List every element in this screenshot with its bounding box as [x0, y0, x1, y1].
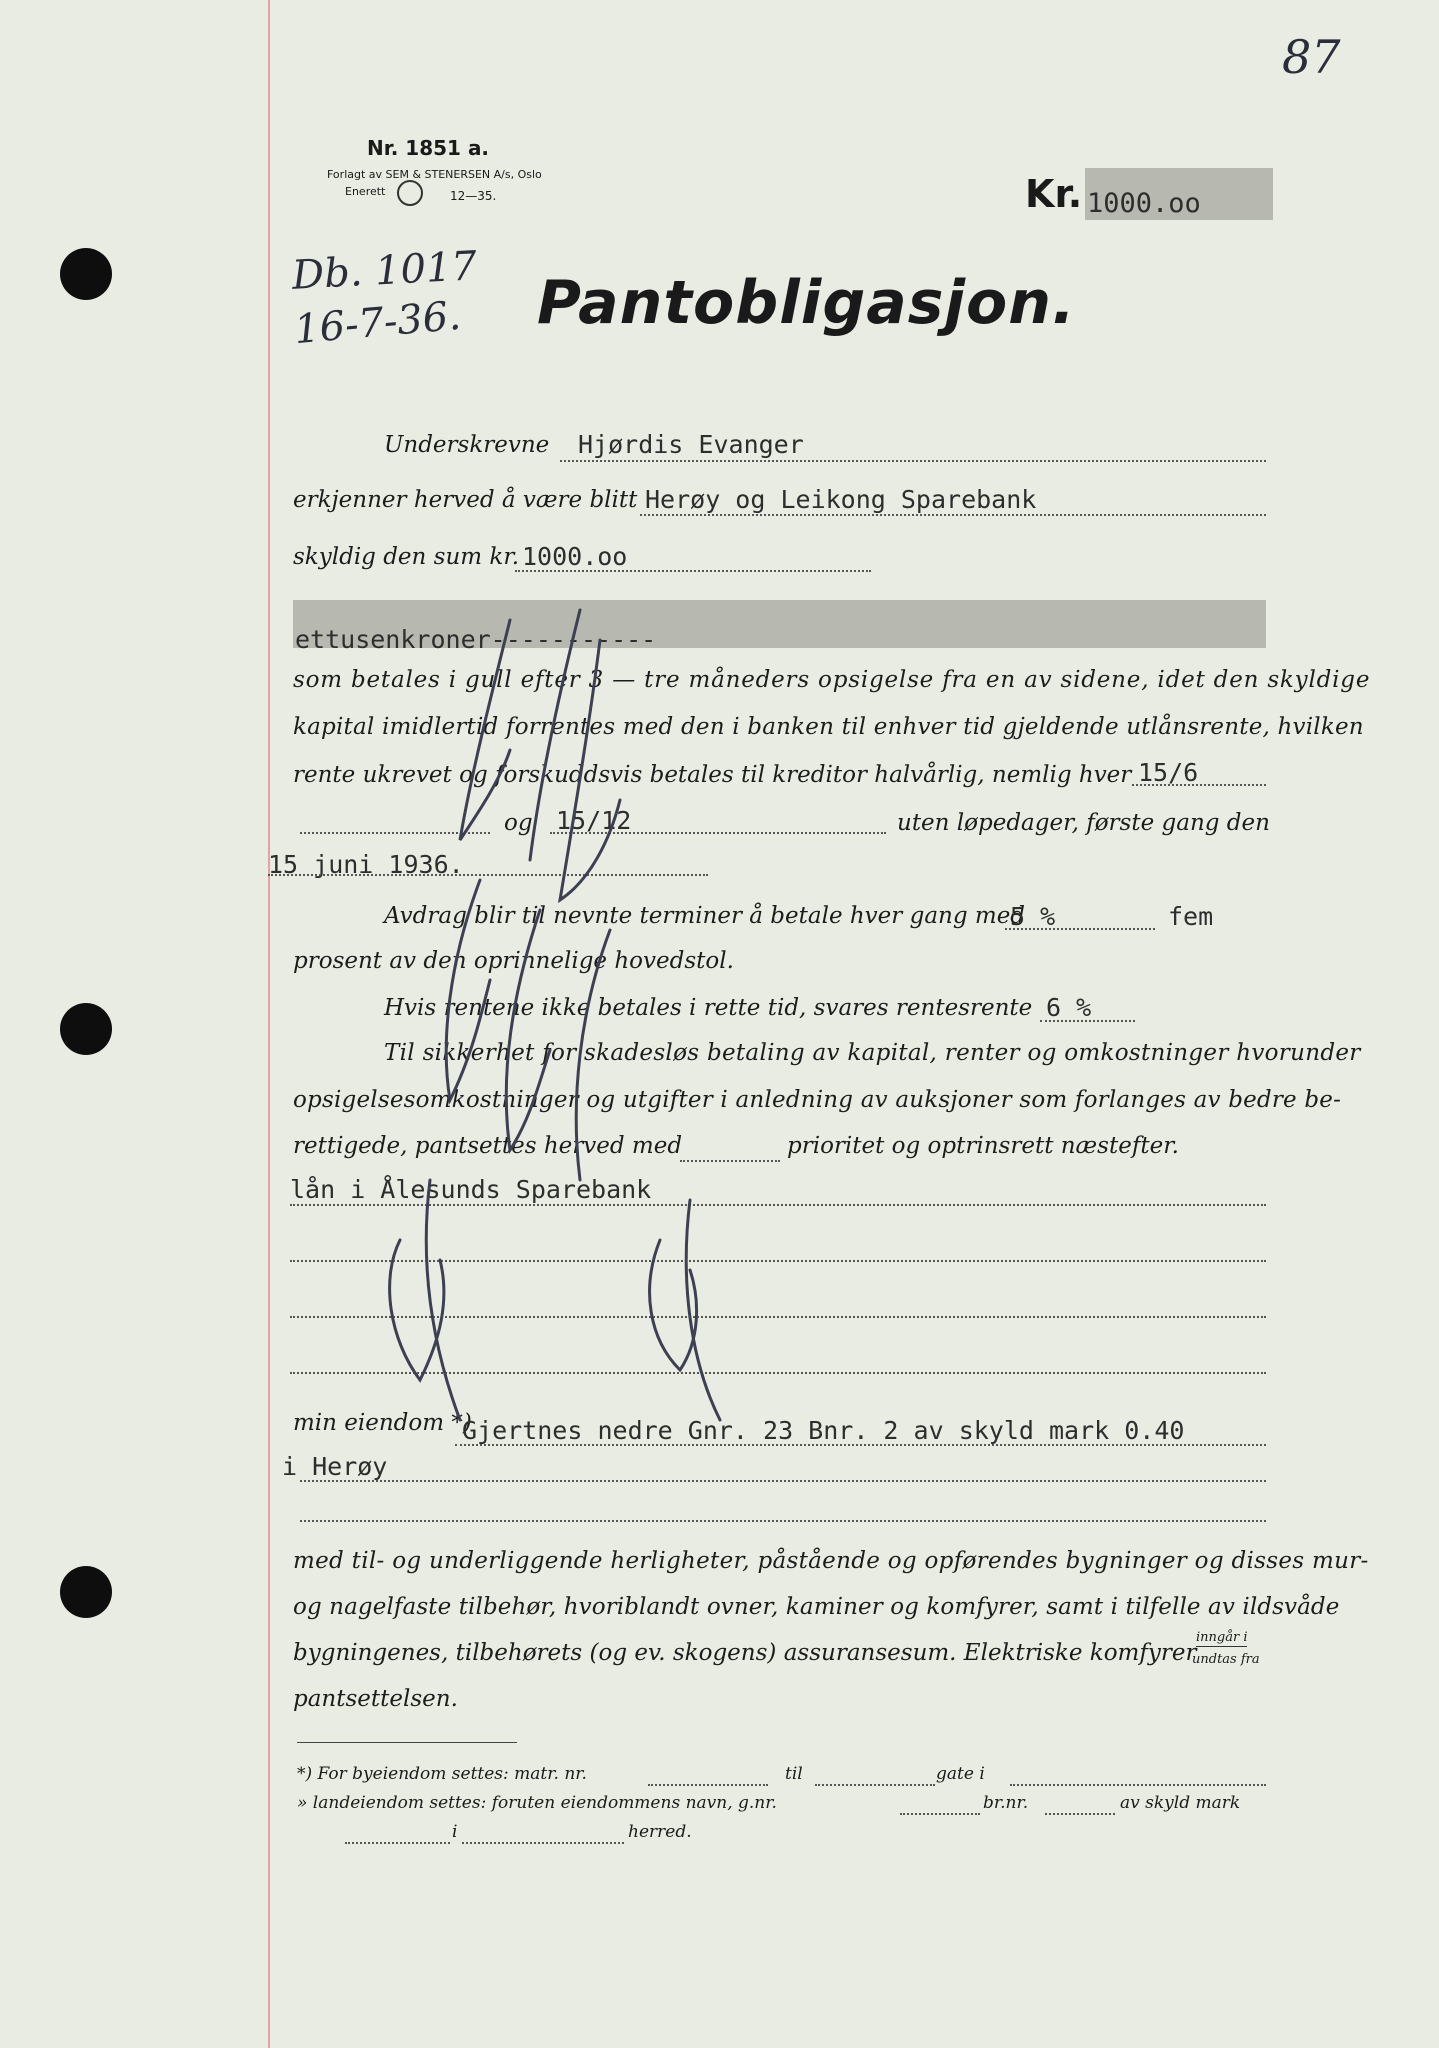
owed-label: skyldig den sum kr. [293, 544, 520, 570]
publisher-date: 12—35. [450, 189, 497, 203]
publisher-seal-icon [397, 180, 423, 206]
fill-line [300, 1520, 1266, 1522]
prior-loan: lån i Ålesunds Sparebank [290, 1175, 652, 1204]
insurance-line: bygningenes, tilbehørets (og ev. skogens) assuransesum. Elektriske komfyrer [293, 1640, 1197, 1666]
property-municipality: i Herøy [282, 1452, 388, 1481]
terms-line-1: som betales i gull efter 3 — tre måneders opsigelse fra en av sidene, idet den skyldige [293, 667, 1371, 693]
principal-line: prosent av den oprinnelige hovedstol. [293, 948, 734, 974]
fill-line [640, 514, 1266, 516]
fill-line [1045, 1813, 1115, 1815]
interest-date-2: 15/12 [556, 806, 632, 835]
security-line-2: opsigelsesomkostninger og utgifter i anledning av auksjoner som forlanges av bedre be- [293, 1087, 1342, 1113]
footnote-skyld: av skyld mark [1120, 1793, 1241, 1813]
fill-line [815, 1784, 935, 1786]
security-line-1: Til sikkerhet for skadesløs betaling av kapital, renter og omkostninger hvorunder [384, 1040, 1361, 1066]
undersigned-label: Underskrevne [384, 432, 550, 458]
terms-line-2: kapital imidlertid forrentes med den i banken til enhver tid gjeldende utlånsrente, hvilken [293, 714, 1364, 740]
interest-date-1: 15/6 [1138, 758, 1199, 787]
fill-line [1132, 784, 1266, 786]
document-title: Pantobligasjon. [537, 268, 1076, 338]
red-margin-line [268, 0, 270, 2048]
fill-line [300, 1480, 1266, 1482]
owed-value: 1000.oo [522, 542, 628, 571]
compound-interest-label: Hvis rentene ikke betales i rette tid, svares rentesrente [384, 995, 1033, 1021]
acknowledge-label: erkjenner herved å være blitt [293, 487, 638, 513]
cancellation-scribble [360, 580, 780, 1440]
footnote-brnr: br.nr. [983, 1793, 1029, 1813]
installment-label: Avdrag blir til nevnte terminer å betale hver gang med [384, 903, 1026, 929]
form-number: Nr. 1851 a. [367, 136, 490, 160]
priority-tail: prioritet og optrinsrett næstefter. [787, 1133, 1179, 1159]
registration-date: 16-7-36. [292, 292, 463, 354]
footnote-divider [297, 1742, 517, 1743]
punch-hole [60, 1566, 112, 1618]
installment-words: fem [1168, 902, 1214, 931]
footnote-herred: herred. [628, 1822, 692, 1842]
fill-line [455, 1444, 1266, 1446]
interest-label: rente ukrevet og forskuddsvis betales til kreditor halvårlig, nemlig hver [293, 762, 1132, 788]
footnote-line-2: » landeiendom settes: foruten eiendommens navn, g.nr. [297, 1793, 777, 1813]
punch-hole [60, 248, 112, 300]
first-payment-label: uten løpedager, første gang den [897, 810, 1270, 836]
fill-line [560, 460, 1266, 462]
fill-line [462, 1842, 624, 1844]
fill-line [1010, 1784, 1266, 1786]
appurtenance-line-2: og nagelfaste tilbehør, hvoriblandt ovner, kaminer og komfyrer, samt i tilfelle av ildsvåde [293, 1594, 1340, 1620]
footnote-street: gate i [936, 1764, 985, 1784]
footnote-i: i [452, 1822, 458, 1842]
publisher-line: Forlagt av SEM & STENERSEN A/s, Oslo [327, 168, 542, 181]
amount-label: Kr. [1025, 172, 1083, 216]
fill-line [900, 1813, 980, 1815]
stove-option-excluded: undtas fra [1192, 1652, 1260, 1667]
priority-label: rettigede, pantsettes herved med [293, 1133, 683, 1159]
first-payment-date: 15 juni 1936. [268, 850, 464, 879]
fill-line [648, 1784, 768, 1786]
amount-in-words: ettusenkroner----------- [295, 625, 657, 654]
registration-number: Db. 1017 [290, 243, 478, 299]
interest-and-label: og [504, 810, 533, 836]
page-number: 87 [1282, 30, 1341, 84]
footnote-to: til [785, 1764, 803, 1784]
fill-line [1040, 1020, 1135, 1022]
pledge-end: pantsettelsen. [293, 1686, 458, 1712]
fill-line [515, 570, 871, 572]
appurtenance-line-1: med til- og underliggende herligheter, påstående og opførendes bygninger og disses mur- [293, 1548, 1369, 1574]
fill-line [1005, 928, 1155, 930]
undersigned-value: Hjørdis Evanger [578, 430, 804, 459]
footnote-line-1: *) For byeiendom settes: matr. nr. [297, 1764, 587, 1784]
property-label: min eiendom *) [293, 1410, 472, 1436]
creditor-value: Herøy og Leikong Sparebank [645, 485, 1037, 514]
publisher-rights: Enerett [345, 185, 386, 198]
installment-percent: 5 % [1010, 902, 1056, 931]
amount-value: 1000.oo [1087, 188, 1201, 219]
compound-interest-value: 6 % [1046, 993, 1092, 1022]
punch-hole [60, 1003, 112, 1055]
fill-line [345, 1842, 450, 1844]
property-value: Gjertnes nedre Gnr. 23 Bnr. 2 av skyld mark 0.40 [462, 1416, 1185, 1445]
stove-option-included: inngår i [1196, 1630, 1248, 1645]
